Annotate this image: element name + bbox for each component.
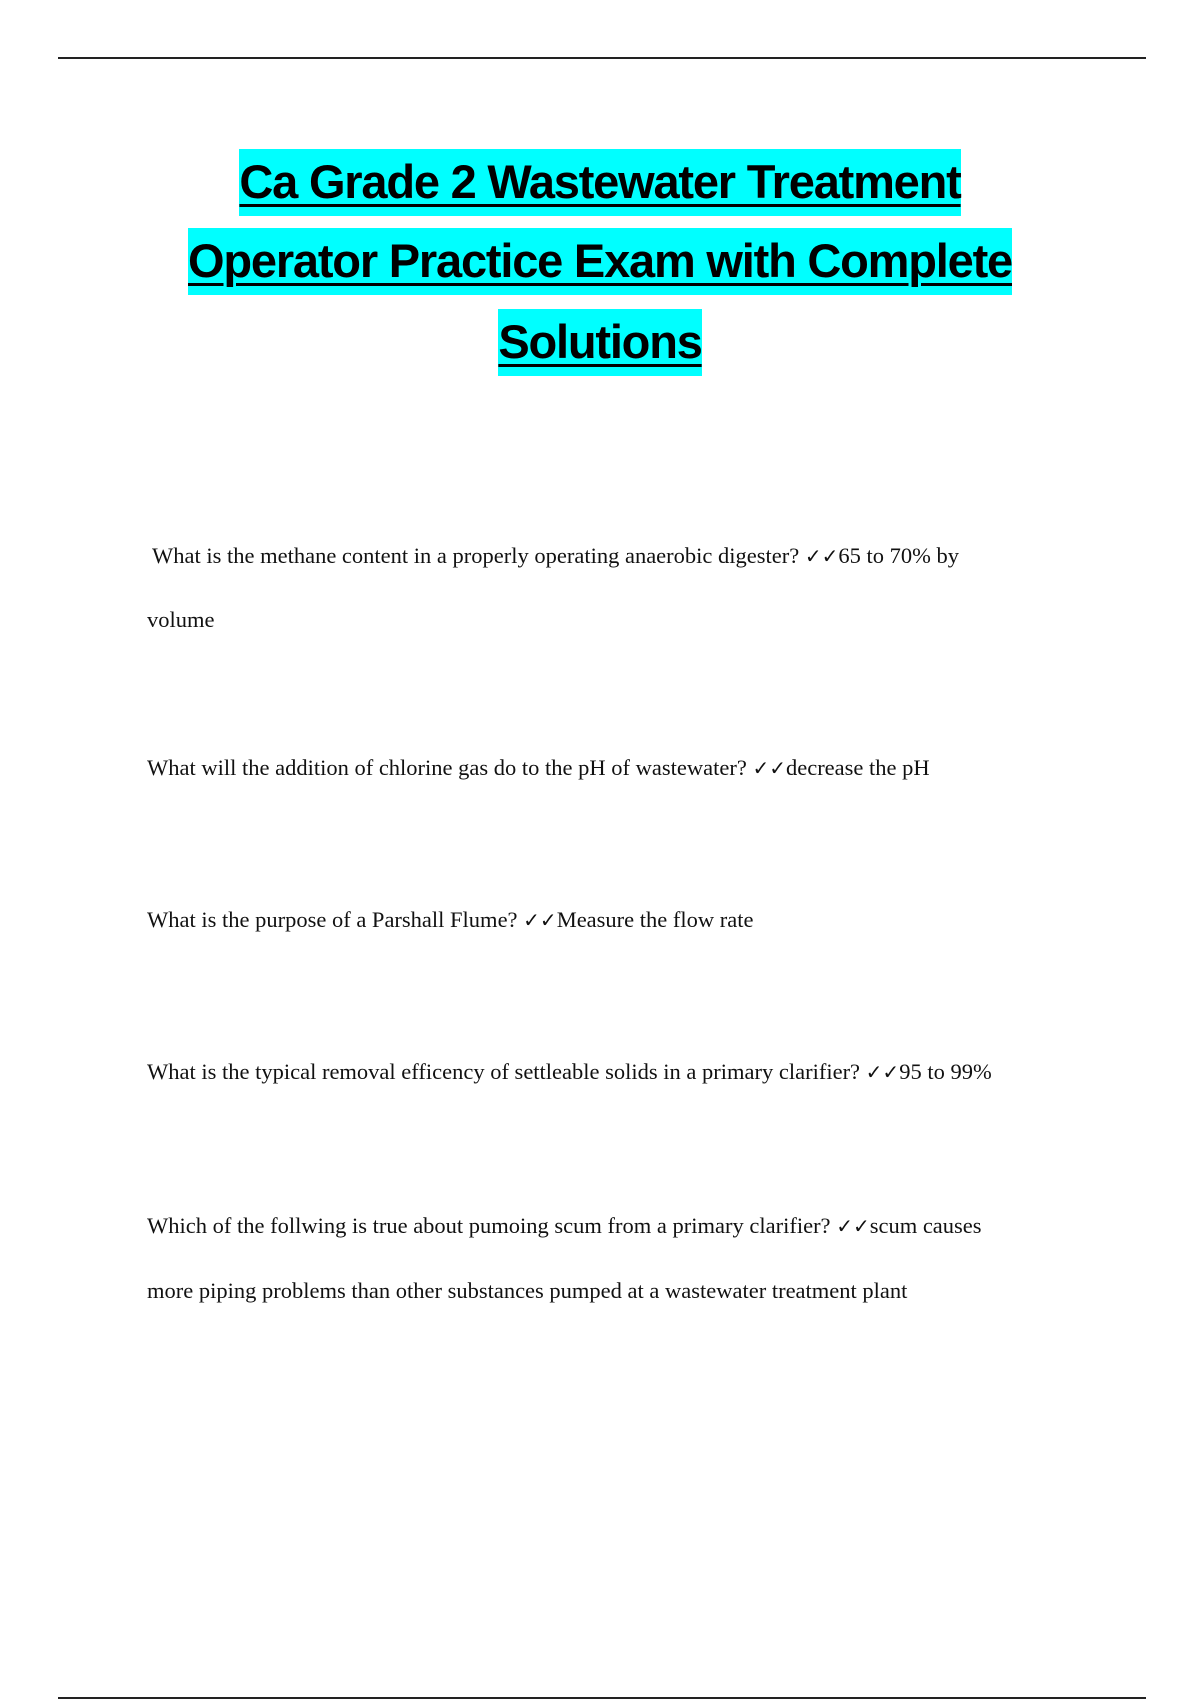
title-line-1 <box>0 148 1200 216</box>
answer-text: Measure the flow rate <box>556 907 754 932</box>
question-text: What is the typical removal efficency of settleable solids in a primary clarifier? <box>147 1059 861 1084</box>
question-text: What is the methane content in a properly operating anaerobic digester? <box>152 543 800 568</box>
document-title: Solutions <box>498 309 701 376</box>
answer-text: more piping problems than other substances pumped at a wastewater treatment plant <box>147 1278 908 1303</box>
answer-text: 65 to 70% by <box>838 543 960 568</box>
title-line-2 <box>0 227 1200 295</box>
check-icon: ✓✓ <box>836 1214 870 1238</box>
check-icon: ✓✓ <box>523 908 557 932</box>
document-title: Operator Practice Exam with Complete <box>188 228 1012 295</box>
question-text: What is the purpose of a Parshall Flume? <box>147 907 518 932</box>
header-rule <box>58 57 1146 59</box>
footer-rule <box>58 1697 1146 1699</box>
answer-text: scum causes <box>869 1213 982 1238</box>
check-icon: ✓✓ <box>804 544 839 568</box>
question-text: Which of the follwing is true about pumoing scum from a primary clarifier? <box>147 1213 831 1238</box>
question-text: What will the addition of chlorine gas do to the pH of wastewater? <box>147 755 747 780</box>
answer-text: 95 to 99% <box>899 1059 992 1084</box>
answer-text: volume <box>147 607 215 632</box>
answer-text: decrease the pH <box>785 755 930 780</box>
check-icon: ✓✓ <box>865 1060 900 1084</box>
title-line-3 <box>0 308 1200 376</box>
document-title: Ca Grade 2 Wastewater Treatment <box>239 149 960 216</box>
check-icon: ✓✓ <box>752 756 786 780</box>
